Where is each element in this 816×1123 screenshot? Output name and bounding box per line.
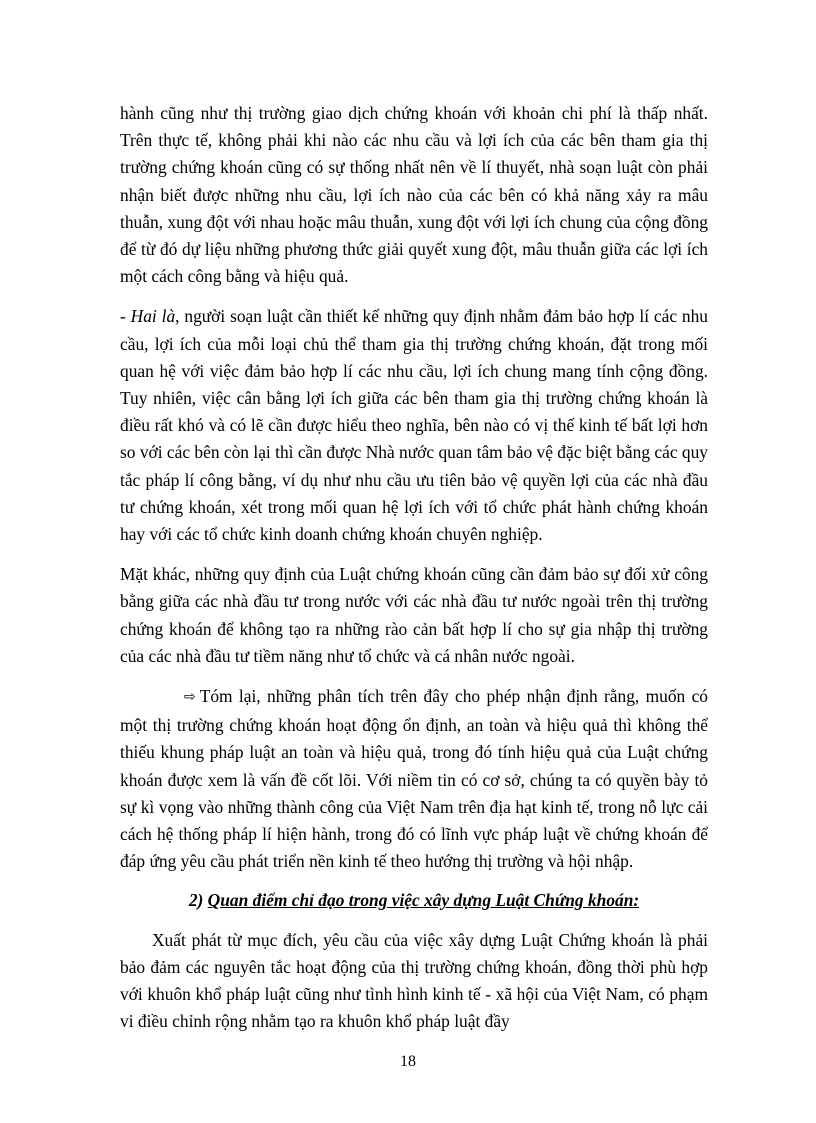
section-title: Quan điểm chỉ đạo trong việc xây dựng Luật Chứng khoán: [207, 890, 640, 911]
paragraph-second-point [120, 303, 708, 548]
list-dash: - [120, 306, 131, 327]
page-body [120, 100, 708, 1036]
paragraph-section-intro: Xuất phát từ mục đích, yêu cầu của việc xây dựng Luật Chứng khoán là phải bảo đảm các nguyên tắc hoạt động của thị trường chứng khoán, đồng thời phù hợp với khuôn khổ pháp luật cũng như tình hình kinh tế - xã hội của Việt Nam, có phạm vi điều chỉnh rộng nhằm tạo ra khuôn khổ pháp luật đầy [120, 929, 708, 1032]
arrow-right-icon: ⇨ [184, 689, 196, 706]
paragraph-other-aspect: Mặt khác, những quy định của Luật chứng khoán cũng cần đảm bảo sự đối xử công bằng giữa các nhà đầu tư trong nước với các nhà đầu tư nước ngoài trên thị trường chứng khoán để không tạo ra những rào cản bất hợp lí cho sự gia nhập thị trường của các nhà đầu tư tiềm năng như tổ chức và cá nhân nước ngoài. [120, 564, 708, 666]
second-point-lead: Hai là [130, 306, 176, 327]
page-number: 18 [400, 1053, 416, 1070]
section-heading [120, 887, 708, 914]
paragraph-continuation: hành cũng như thị trường giao dịch chứng khoán với khoản chi phí là thấp nhất. Trên thực tế, không phải khi nào các nhu cầu và lợi ích của các bên tham gia thị trường chứng khoán cũng có sự thống nhất nên về lí thuyết, nhà soạn luật còn phải nhận biết được những nhu cầu, lợi ích nào của các bên có khả năng xảy ra mâu thuẫn, xung đột với nhau hoặc mâu thuẫn, xung đột với lợi ích chung của cộng đồng để từ đó dự liệu những phương thức giải quyết xung đột, mâu thuẫn giữa các lợi ích một cách công bằng và hiệu quả. [120, 103, 708, 287]
paragraph-conclusion [120, 683, 708, 875]
section-number: 2) [188, 890, 208, 911]
conclusion-text: Tóm lại, những phân tích trên đây cho phép nhận định rằng, muốn có một thị trường chứng khoán hoạt động ổn định, an toàn và hiệu quả thì không thể thiếu khung pháp luật an toàn và hiệu quả, trong đó tính hiệu quả của Luật chứng khoán được xem là vấn đề cốt lõi. Với niềm tin có cơ sở, chúng ta có quyền bày tỏ sự kì vọng vào những thành công của Việt Nam trên địa hạt kinh tế, trong nỗ lực cải cách hệ thống pháp lí hiện hành, trong đó có lĩnh vực pháp luật về chứng khoán để đáp ứng yêu cầu phát triển nền kinh tế theo hướng thị trường và hội nhập. [120, 686, 708, 872]
second-point-body: , người soạn luật cần thiết kế những quy định nhằm đảm bảo hợp lí các nhu cầu, lợi ích của mỗi loại chủ thể tham gia thị trường chứng khoán, đặt trong mối quan hệ với việc đảm bảo hợp lí các nhu cầu, lợi ích chung mang tính cộng đồng. Tuy nhiên, việc cân bằng lợi ích giữa các bên tham gia thị trường chứng khoán là điều rất khó và có lẽ cần được hiểu theo nghĩa, bên nào có vị thế kinh tế bất lợi hơn so với các bên còn lại thì cần được Nhà nước quan tâm bảo vệ đặc biệt bằng các quy tắc pháp lí công bằng, ví dụ như nhu cầu ưu tiên bảo vệ quyền lợi của các nhà đầu tư chứng khoán, xét trong mối quan hệ lợi ích với tổ chức phát hành chứng khoán hay với các tổ chức kinh doanh chứng khoán chuyên nghiệp. [120, 306, 709, 545]
